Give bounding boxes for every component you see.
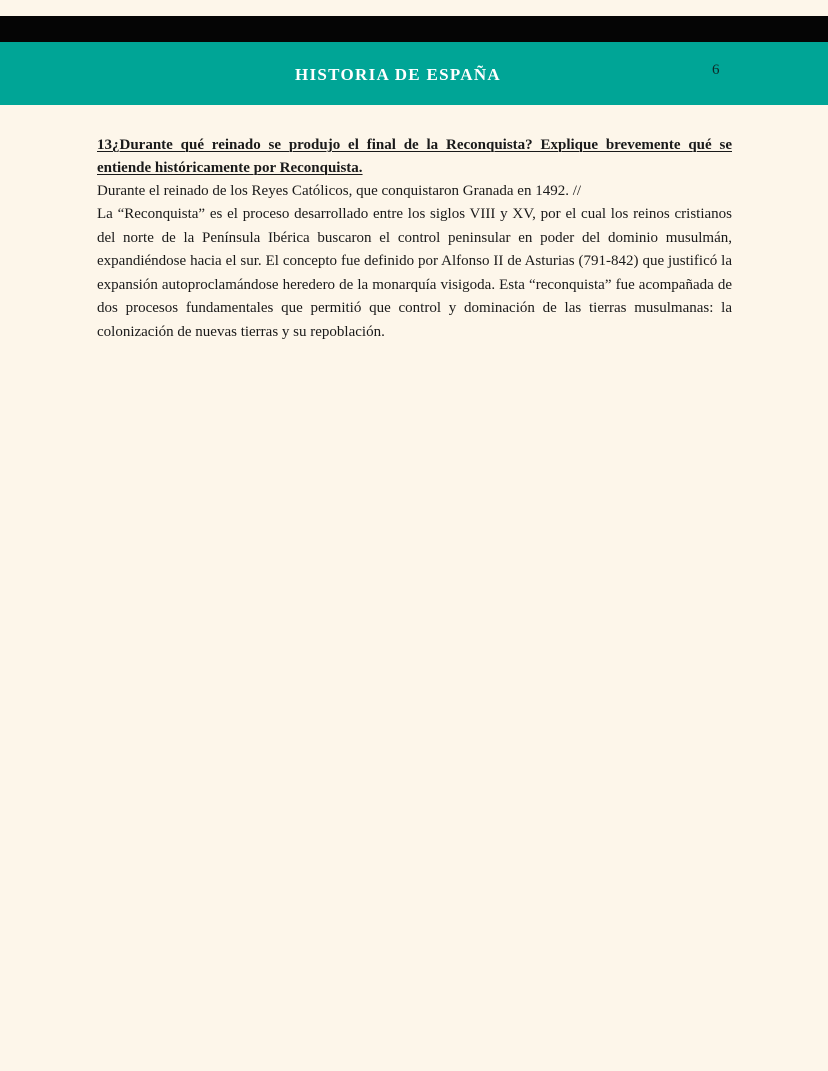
answer-summary: Durante el reinado de los Reyes Católicos, que conquistaron Granada en 1492. // [97,183,582,199]
page-title: HISTORIA DE ESPAÑA [294,65,502,84]
top-black-bar [0,16,828,42]
top-margin [0,0,828,16]
question-heading: 13¿Durante qué reinado se produjo el final de la Reconquista? Explique brevemente qué se entiende históricamente por Reconquista. [97,137,732,176]
answer-paragraph: La “Reconquista” es el proceso desarrollado entre los siglos VIII y XV, por el cual los reinos cristianos del norte de la Península Ibérica buscaron el control peninsular en poder del dominio musulmán, expandiéndose hacia el sur. El concepto fue definido por Alfonso II de Asturias (791-842) que justificó la expansión autoproclamándose heredero de la monarquía visigoda. Esta “reconquista” fue acompañada de dos procesos fundamentales que permitió que control y dominación de las tierras musulmanas: la colonización de nuevas tierras y su repoblación. [97,206,732,340]
document-body [97,134,732,344]
page-header [0,42,828,105]
page-number: 6 [712,62,720,78]
